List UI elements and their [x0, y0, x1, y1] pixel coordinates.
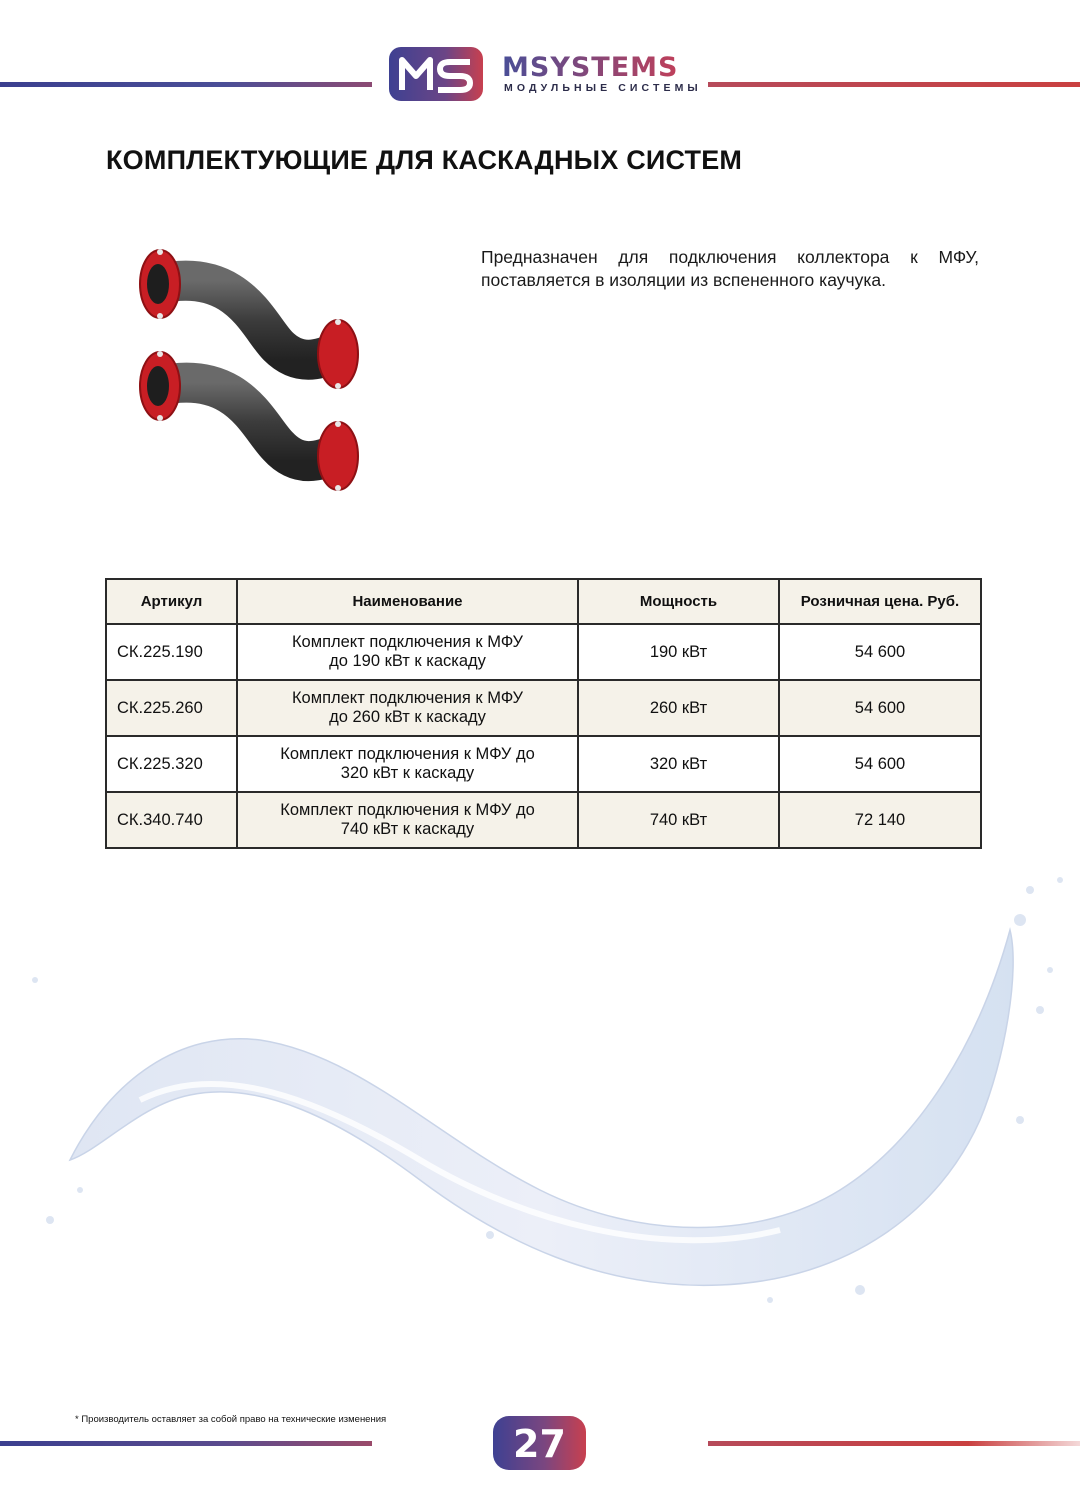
table-row [106, 792, 981, 848]
cell-name [237, 680, 578, 736]
cell-name [237, 624, 578, 680]
cell-name-line: до 260 кВт к каскаду [329, 708, 486, 726]
cell-power: 260 кВт [578, 680, 779, 736]
header-divider-left [0, 82, 372, 87]
table-row [106, 680, 981, 736]
table-header-row [106, 579, 981, 624]
column-header-power: Мощность [578, 579, 779, 624]
cell-name [237, 736, 578, 792]
column-header-name: Наименование [237, 579, 578, 624]
cell-power: 320 кВт [578, 736, 779, 792]
cell-sku: СК.225.260 [106, 680, 237, 736]
column-header-sku: Артикул [106, 579, 237, 624]
footnote: * Производитель оставляет за собой право на технические изменения [75, 1414, 387, 1425]
cell-name-line: Комплект подключения к МФУ [291, 689, 524, 707]
brand-logo [388, 46, 702, 104]
cell-sku: СК.225.320 [106, 736, 237, 792]
cell-sku: СК.225.190 [106, 624, 237, 680]
column-header-price: Розничная цена. Руб. [779, 579, 981, 624]
cell-power: 190 кВт [578, 624, 779, 680]
page-number-badge [493, 1416, 586, 1470]
footer-divider-left [0, 1441, 372, 1446]
price-table [105, 578, 982, 849]
page-title: КОМПЛЕКТУЮЩИЕ ДЛЯ КАСКАДНЫХ СИСТЕМ [106, 145, 743, 175]
brand-tagline: МОДУЛЬНЫЕ СИСТЕМЫ [504, 82, 702, 94]
table-row [106, 624, 981, 680]
cell-price: 54 600 [779, 680, 981, 736]
cell-name-line: 320 кВт к каскаду [340, 764, 475, 782]
ms-logo-mark [388, 46, 484, 102]
cell-sku: СК.340.740 [106, 792, 237, 848]
table-row [106, 736, 981, 792]
footer-divider-right [708, 1441, 1080, 1446]
cell-price: 54 600 [779, 624, 981, 680]
cell-name-line: 740 кВт к каскаду [340, 820, 475, 838]
cell-power: 740 кВт [578, 792, 779, 848]
cell-price: 54 600 [779, 736, 981, 792]
page-number: 27 [513, 1422, 566, 1466]
cell-name-line: Комплект подключения к МФУ [291, 633, 524, 651]
header-divider-right [708, 82, 1080, 87]
brand-name: MSYSTEMS [502, 52, 679, 83]
cell-name-line: до 190 кВт к каскаду [329, 652, 486, 670]
cell-name [237, 792, 578, 848]
water-splash-decoration [20, 860, 1080, 1320]
cell-name-line: Комплект подключения к МФУ до [280, 745, 535, 763]
cell-price: 72 140 [779, 792, 981, 848]
product-image [128, 236, 388, 526]
cell-name-line: Комплект подключения к МФУ до [280, 801, 535, 819]
product-description: Предназначен для подключения коллектора к МФУ, поставляется в изоляции из вспененного каучука. [481, 247, 979, 290]
